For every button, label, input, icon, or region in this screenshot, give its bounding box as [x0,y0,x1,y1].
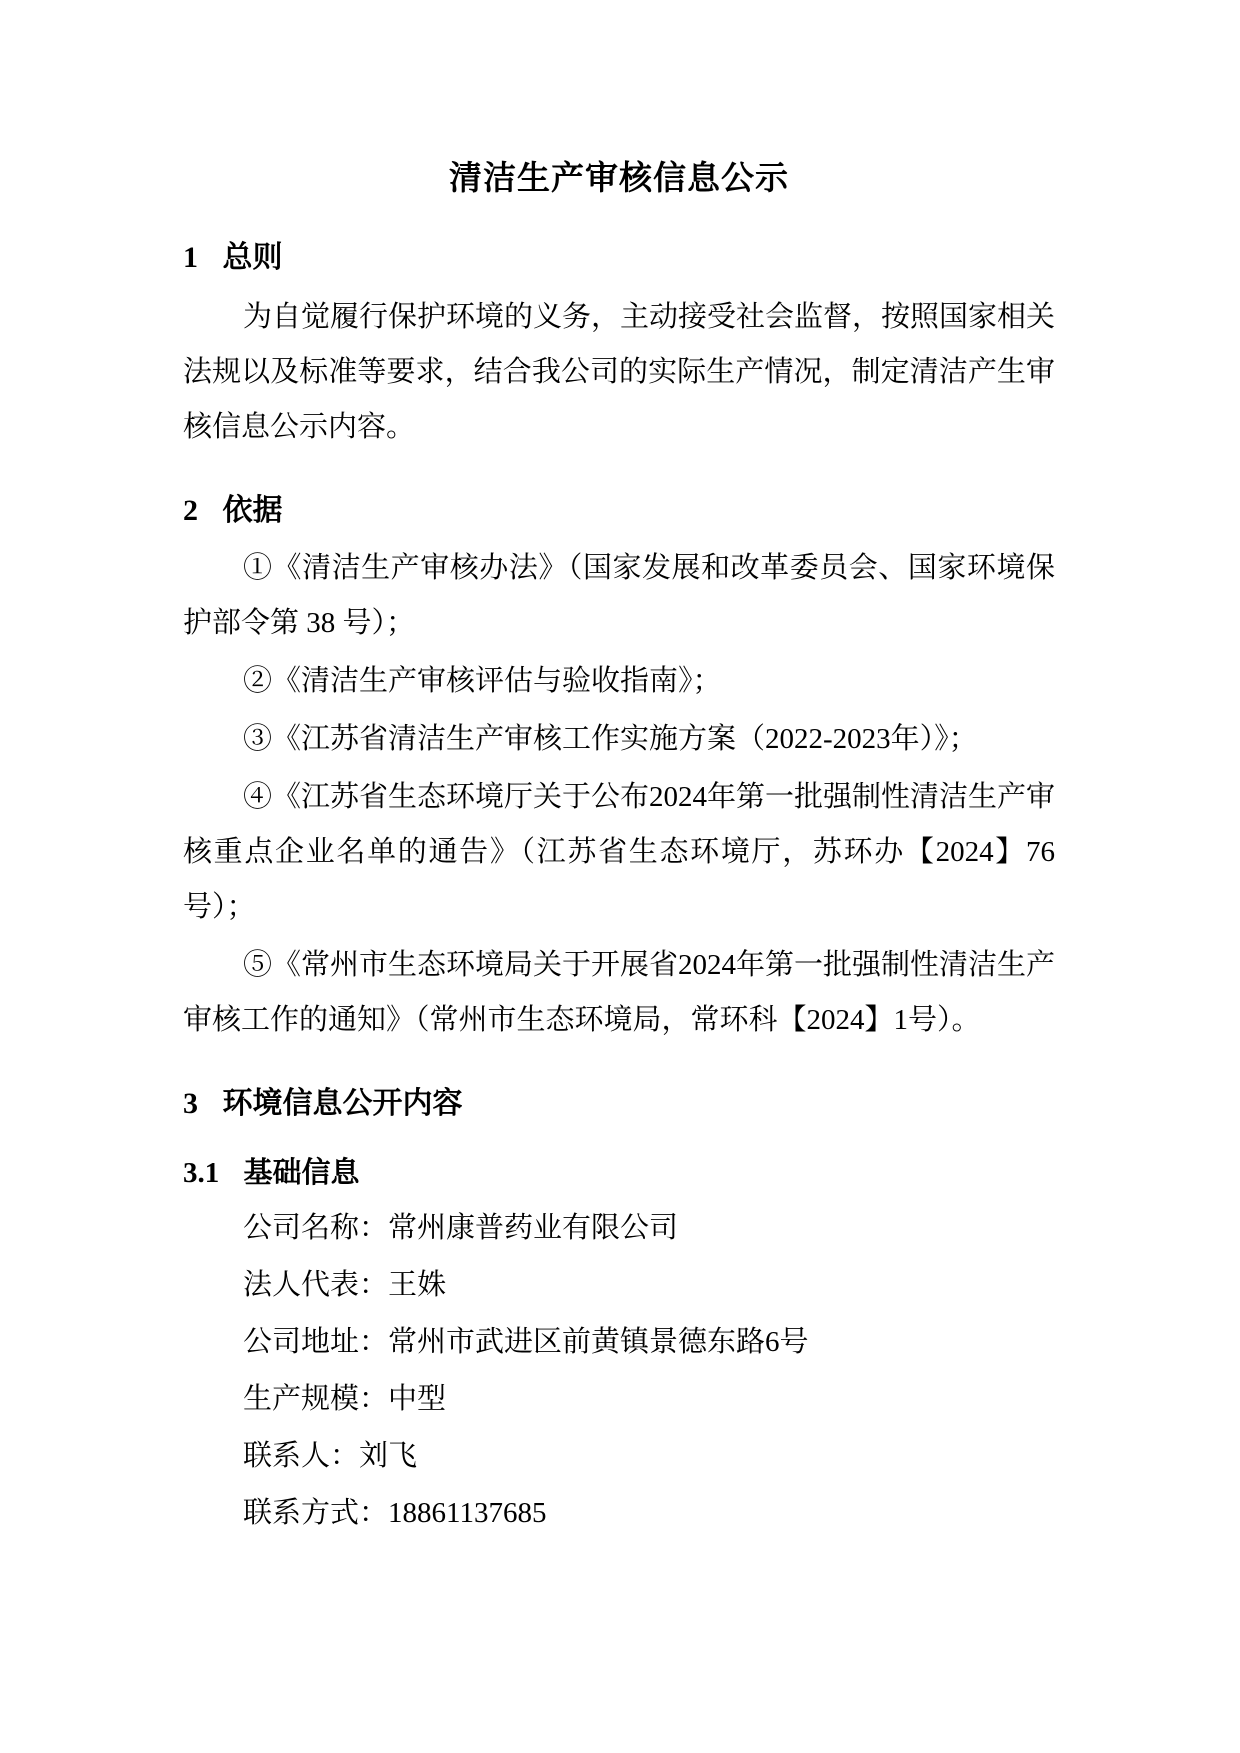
basis-item-3: ③《江苏省清洁生产审核工作实施方案（2022-2023年）》； [243,723,978,755]
section-3-heading [183,1082,1055,1126]
field-legal-representative-label: 法人代表： [243,1269,389,1301]
field-contact-phone-label: 联系方式： [243,1497,389,1529]
section-environmental-disclosure [183,1082,1055,1542]
section-3-number: 3 [183,1087,198,1120]
section-2-number: 2 [183,494,198,527]
section-1-heading [183,236,1055,280]
basis-item-1: ①《清洁生产审核办法》（国家发展和改革委员会、国家环境保护部令第 38 号）； [183,552,1055,639]
section-2-title: 依据 [222,494,283,527]
field-company-name-label: 公司名称： [243,1212,389,1244]
general-provisions-paragraph: 为自觉履行保护环境的义务，主动接受社会监督，按照国家相关法规以及标准等要求，结合我公司的实际生产情况，制定清洁产生审核信息公示内容。 [183,301,1056,443]
document-title: 清洁生产审核信息公示 [449,161,789,197]
field-contact-phone [183,1485,1055,1542]
field-company-name-value: 常州康普药业有限公司 [388,1212,679,1244]
subsection-3-1-heading [183,1152,1055,1194]
section-basis [183,489,1055,1048]
field-legal-representative [183,1257,1055,1314]
field-company-name [183,1200,1055,1257]
field-contact-person [183,1428,1055,1485]
section-1-number: 1 [183,241,198,274]
basis-item-4: ④《江苏省生态环境厅关于公布2024年第一批强制性清洁生产审核重点企业名单的通告》（江苏省生态环境厅，苏环办【2024】76号）； [183,781,1056,923]
field-company-address-label: 公司地址： [243,1326,389,1358]
subsection-3-1-title: 基础信息 [243,1157,360,1189]
field-production-scale-value: 中型 [388,1383,447,1415]
section-3-title: 环境信息公开内容 [222,1087,463,1120]
basis-item-2: ②《清洁生产审核评估与验收指南》； [243,665,722,697]
field-legal-representative-value: 王姝 [388,1269,447,1301]
field-production-scale [183,1371,1055,1428]
section-1-title: 总则 [222,241,283,274]
field-production-scale-label: 生产规模： [243,1383,389,1415]
section-general-provisions [183,236,1055,455]
field-company-address [183,1314,1055,1371]
field-company-address-value: 常州市武进区前黄镇景德东路6号 [388,1326,809,1358]
basis-item-5: ⑤《常州市生态环境局关于开展省2024年第一批强制性清洁生产审核工作的通知》（常州市生态环境局，常环科【2024】1号）。 [183,949,1056,1036]
field-contact-person-value: 刘飞 [359,1440,418,1472]
subsection-3-1-number: 3.1 [183,1157,220,1189]
field-contact-person-label: 联系人： [243,1440,360,1472]
field-contact-phone-value: 18861137685 [388,1497,547,1529]
section-2-heading [183,489,1055,533]
